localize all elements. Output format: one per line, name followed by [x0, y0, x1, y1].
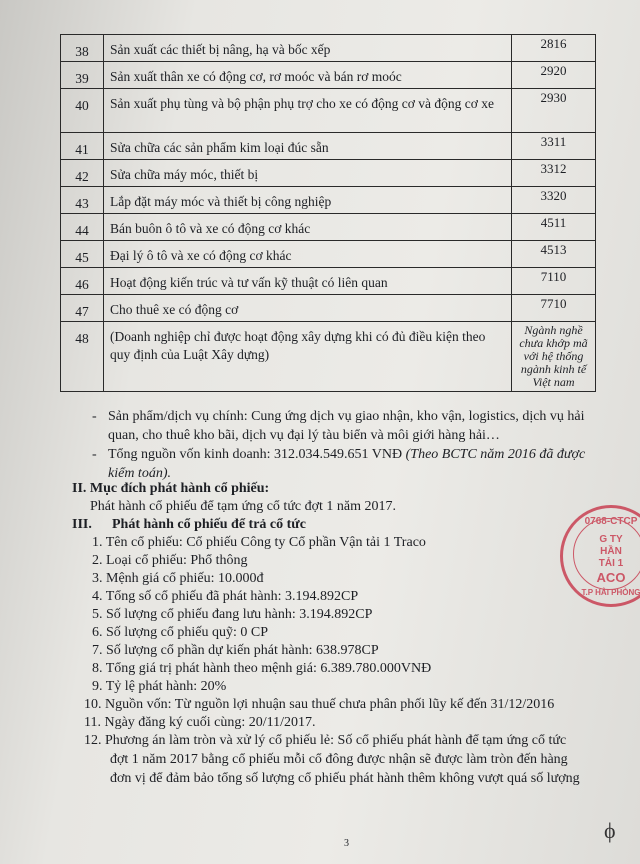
section3-item: đơn vị để đảm bảo tổng số lượng cổ phiếu phát hành thêm không vượt quá số lượng	[110, 771, 580, 786]
section3-item: 12. Phương án làm tròn và xử lý cổ phiếu lẻ: Số cổ phiếu phát hành để tạm ứng cổ tức	[84, 733, 567, 748]
row-code: 4511	[512, 214, 596, 241]
capital-note-line2: kiểm toán).	[108, 466, 171, 481]
row-code: 7110	[512, 268, 596, 295]
row-number: 43	[61, 187, 104, 214]
table-row	[61, 268, 596, 295]
section2-heading: II. Mục đích phát hành cổ phiếu:	[72, 481, 270, 496]
row-description: Sản xuất phụ tùng và bộ phận phụ trợ cho xe có động cơ và động cơ xe	[104, 89, 512, 133]
row-number: 38	[61, 35, 104, 62]
section3-item: 8. Tổng giá trị phát hành theo mệnh giá: 6.389.780.000VNĐ	[92, 661, 432, 676]
section3-item: 10. Nguồn vốn: Từ nguồn lợi nhuận sau thuế chưa phân phối lũy kế đến 31/12/2016	[84, 697, 555, 712]
page-number: 3	[344, 838, 349, 849]
section3-item: 3. Mệnh giá cổ phiếu: 10.000đ	[92, 571, 264, 586]
row-description: (Doanh nghiệp chỉ được hoạt động xây dựng khi có đủ điều kiện theo quy định của Luật Xây dựng)	[104, 322, 512, 392]
row-code: 3320	[512, 187, 596, 214]
table-row	[61, 35, 596, 62]
bullet-dash: -	[92, 409, 97, 424]
row-description: Đại lý ô tô và xe có động cơ khác	[104, 241, 512, 268]
row-number: 48	[61, 322, 104, 392]
capital-text: Tổng nguồn vốn kinh doanh: 312.034.549.651 VNĐ	[108, 447, 403, 462]
business-lines-table	[60, 34, 596, 392]
section2-body: Phát hành cổ phiếu để tạm ứng cổ tức đợt 1 năm 2017.	[90, 499, 397, 514]
bullet-dash: -	[92, 447, 97, 462]
table-row	[61, 295, 596, 322]
table-row	[61, 187, 596, 214]
row-description: Bán buôn ô tô và xe có động cơ khác	[104, 214, 512, 241]
section3-item: 1. Tên cổ phiếu: Cổ phiếu Công ty Cổ phần Vận tải 1 Traco	[92, 535, 426, 550]
row-description: Cho thuê xe có động cơ	[104, 295, 512, 322]
bullet-products-line2: quan, cho thuê kho bãi, dịch vụ đại lý tàu biển và môi giới hàng hải…	[108, 428, 500, 443]
section3-item: 7. Số lượng cổ phần dự kiến phát hành: 638.978CP	[92, 643, 379, 658]
row-description: Sửa chữa máy móc, thiết bị	[104, 160, 512, 187]
seal-line3: TẢI 1	[598, 558, 624, 569]
table-row	[61, 160, 596, 187]
row-description: Hoạt động kiến trúc và tư vấn kỹ thuật có liên quan	[104, 268, 512, 295]
section3-item: 2. Loại cổ phiếu: Phổ thông	[92, 553, 248, 568]
section3-item: 11. Ngày đăng ký cuối cùng: 20/11/2017.	[84, 715, 316, 730]
row-code: Ngành nghề chưa khớp mã với hệ thống ngành kinh tế Việt nam	[512, 322, 596, 392]
row-number: 42	[61, 160, 104, 187]
row-code: 2816	[512, 35, 596, 62]
row-description: Sản xuất thân xe có động cơ, rơ moóc và bán rơ moóc	[104, 62, 512, 89]
row-description: Sửa chữa các sản phẩm kim loại đúc sẵn	[104, 133, 512, 160]
signature-mark: ϕ	[604, 818, 616, 843]
section3-item: đợt 1 năm 2017 bằng cổ phiếu mỗi cổ đông được nhận sẽ được làm tròn đến hàng	[110, 752, 568, 767]
row-number: 40	[61, 89, 104, 133]
seal-top: 0768-CTCP	[584, 516, 638, 527]
capital-note: (Theo BCTC năm 2016 đã được	[405, 447, 586, 462]
row-number: 41	[61, 133, 104, 160]
row-code: 2930	[512, 89, 596, 133]
row-number: 47	[61, 295, 104, 322]
seal-line2: HẦN	[600, 546, 622, 557]
row-number: 46	[61, 268, 104, 295]
bullet-capital-line1	[108, 446, 585, 464]
section3-item: 6. Số lượng cổ phiếu quỹ: 0 CP	[92, 625, 268, 640]
row-number: 45	[61, 241, 104, 268]
table-row	[61, 322, 596, 392]
row-code: 7710	[512, 295, 596, 322]
table-row	[61, 133, 596, 160]
seal-line1: G TY	[599, 534, 623, 545]
section3-heading: Phát hành cổ phiếu để trả cổ tức	[112, 517, 306, 532]
bullet-products-line1: Sản phẩm/dịch vụ chính: Cung ứng dịch vụ giao nhận, kho vận, logistics, dịch vụ hải	[108, 409, 585, 424]
table-row	[61, 214, 596, 241]
row-description: Sản xuất các thiết bị nâng, hạ và bốc xếp	[104, 35, 512, 62]
company-seal	[560, 505, 640, 607]
section3-item: 5. Số lượng cổ phiếu đang lưu hành: 3.194.892CP	[92, 607, 373, 622]
row-code: 2920	[512, 62, 596, 89]
table-row	[61, 241, 596, 268]
table-row	[61, 62, 596, 89]
row-number: 39	[61, 62, 104, 89]
seal-line4: ACO	[596, 570, 626, 585]
row-code: 3311	[512, 133, 596, 160]
row-description: Lắp đặt máy móc và thiết bị công nghiệp	[104, 187, 512, 214]
row-code: 3312	[512, 160, 596, 187]
table-row	[61, 89, 596, 133]
row-number: 44	[61, 214, 104, 241]
section3-item: 4. Tổng số cổ phiếu đã phát hành: 3.194.892CP	[92, 589, 359, 604]
section3-item: 9. Tỷ lệ phát hành: 20%	[92, 679, 227, 694]
seal-bottom: T.P HẢI PHÒNG	[581, 588, 640, 597]
row-code: 4513	[512, 241, 596, 268]
section3-number: III.	[72, 517, 92, 532]
